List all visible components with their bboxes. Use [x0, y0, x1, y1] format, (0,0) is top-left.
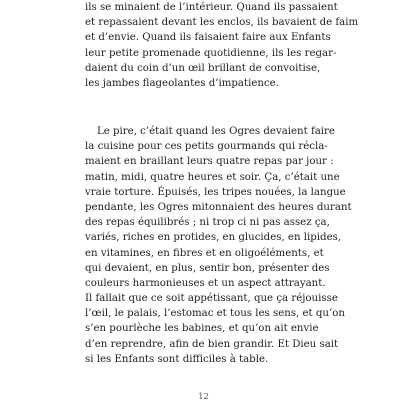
text-line: des repas équilibrés ; ni trop ci ni pas assez ça,	[85, 217, 330, 229]
text-line: et d’envie. Quand ils faisaient faire aux Enfants	[85, 32, 331, 44]
text-line: daient du coin d’un œil brillant de convoitise,	[85, 62, 321, 74]
text-line: les jambes flageolantes d’impatience.	[85, 77, 279, 89]
text-line: vraie torture. Épuisés, les tripes nouées, la langue	[85, 186, 346, 198]
text-line: ils se minaient de l’intérieur. Quand ils passaient	[85, 2, 338, 13]
page-number: 12	[198, 392, 209, 402]
text-line: si les Enfants sont difficiles à table.	[85, 353, 269, 365]
text-line: s’en pourlèche les babines, et qu’on ait envie	[85, 323, 319, 335]
paragraph-2	[85, 124, 352, 367]
text-line: l’œil, le palais, l’estomac et tous les sens, et qu’on	[85, 308, 345, 320]
text-line: Il fallait que ce soit appétissant, que ça réjouisse	[85, 293, 338, 305]
text-line-indented: Le pire, c’était quand les Ogres devaient faire	[97, 126, 335, 137]
text-line: la cuisine pour ces petits gourmands qui récla-	[85, 141, 328, 153]
text-line: maient en braillant leurs quatre repas par jour :	[85, 156, 334, 168]
text-line: couleurs harmonieuses et un aspect attrayant.	[85, 277, 326, 289]
paragraph-1	[85, 0, 359, 91]
text-line: leur petite promenade quotidienne, ils les regar-	[85, 47, 337, 59]
text-line: matin, midi, quatre heures et soir. Ça, c’était une	[85, 171, 340, 183]
text-line: en vitamines, en fibres et en oligoéléments, et	[85, 247, 324, 259]
text-line: variés, riches en protides, en glucides, en lipides,	[85, 232, 342, 244]
text-line: qui devaient, en plus, sentir bon, présenter des	[85, 262, 330, 274]
text-line: pendante, les Ogres mitonnaient des heures durant	[85, 201, 352, 213]
text-line: d’en reprendre, afin de bien grandir. Et Dieu sait	[85, 338, 339, 350]
text-line: et repassaient devant les enclos, ils bavaient de faim	[85, 17, 359, 29]
